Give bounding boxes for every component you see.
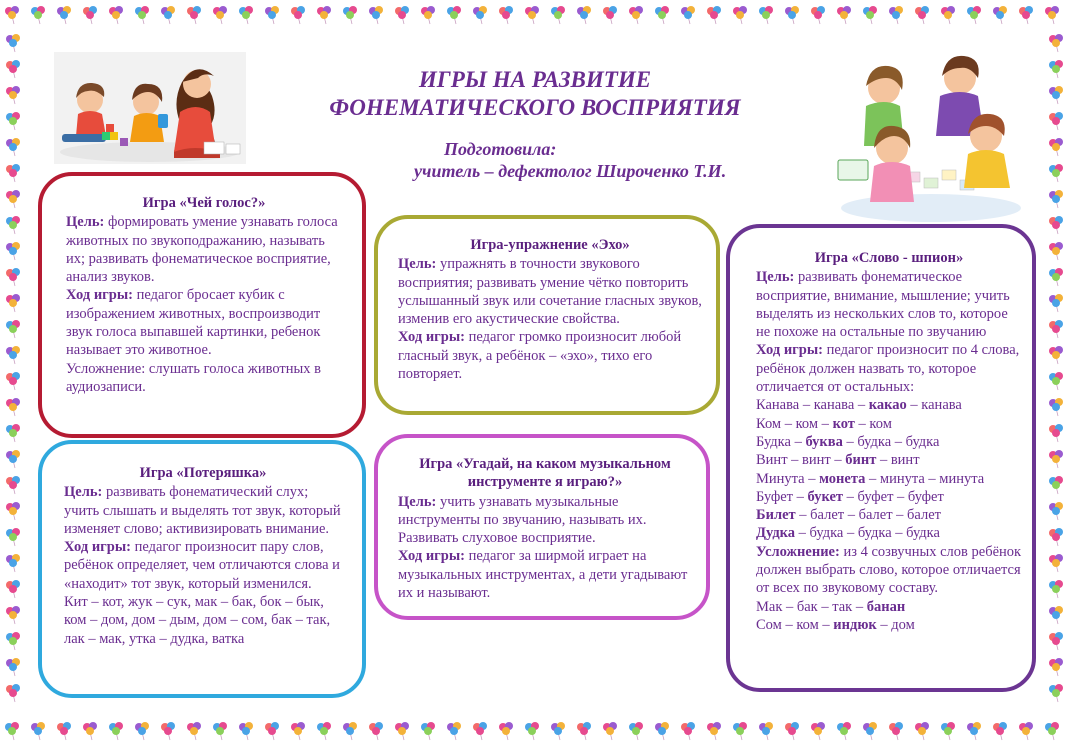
balloon-cluster-icon [369, 722, 383, 740]
balloon-cluster-icon [941, 722, 955, 740]
balloon-border-left [0, 28, 28, 718]
balloon-cluster-icon [577, 722, 591, 740]
balloon-cluster-icon [1049, 242, 1063, 260]
balloon-cluster-icon [6, 190, 20, 208]
balloon-cluster-icon [681, 6, 695, 24]
balloon-cluster-icon [603, 6, 617, 24]
game-examples: Кит – кот, жук – сук, мак – бак, бок – бык, ком – дом, дом – дым, дом – сом, бак – так, лак – мак, утка – дудка, ватка [64, 594, 331, 647]
author-line: учитель – дефектолог Широченко Т.И. [414, 161, 727, 181]
balloon-cluster-icon [1049, 450, 1063, 468]
balloon-cluster-icon [1049, 424, 1063, 442]
balloon-cluster-icon [863, 722, 877, 740]
balloon-cluster-icon [1049, 138, 1063, 156]
title-line-1: ИГРЫ НА РАЗВИТИЕ [418, 67, 652, 92]
children-playing-illustration [54, 52, 246, 164]
balloon-cluster-icon [1049, 606, 1063, 624]
game-complication: Усложнение: слушать голоса животных в аудиозаписи. [66, 360, 321, 395]
balloon-cluster-icon [1049, 190, 1063, 208]
balloon-cluster-icon [135, 6, 149, 24]
balloon-cluster-icon [655, 722, 669, 740]
balloon-cluster-icon [6, 580, 20, 598]
balloon-cluster-icon [525, 722, 539, 740]
balloon-cluster-icon [6, 112, 20, 130]
word-row: Мак – бак – так – банан [756, 598, 906, 615]
balloon-cluster-icon [265, 722, 279, 740]
balloon-cluster-icon [369, 6, 383, 24]
balloon-cluster-icon [889, 722, 903, 740]
balloon-cluster-icon [239, 6, 253, 24]
balloon-cluster-icon [915, 6, 929, 24]
balloon-cluster-icon [6, 86, 20, 104]
balloon-cluster-icon [6, 320, 20, 338]
balloon-cluster-icon [525, 6, 539, 24]
balloon-cluster-icon [6, 34, 20, 52]
balloon-cluster-icon [499, 722, 513, 740]
balloon-cluster-icon [967, 6, 981, 24]
balloon-cluster-icon [213, 6, 227, 24]
balloon-cluster-icon [837, 722, 851, 740]
balloon-cluster-icon [187, 722, 201, 740]
balloon-cluster-icon [1049, 320, 1063, 338]
balloon-cluster-icon [1049, 346, 1063, 364]
balloon-cluster-icon [6, 164, 20, 182]
children-card-game-illustration [836, 52, 1022, 224]
word-row: Ком – ком – кот – ком [756, 415, 892, 432]
game-card-spy [726, 224, 1036, 692]
word-row: Винт – винт – бинт – винт [756, 452, 920, 469]
balloon-cluster-icon [811, 6, 825, 24]
balloon-cluster-icon [1049, 86, 1063, 104]
word-row: Сом – ком – индюк – дом [756, 616, 915, 633]
balloon-cluster-icon [785, 6, 799, 24]
balloon-cluster-icon [6, 216, 20, 234]
balloon-cluster-icon [161, 722, 175, 740]
balloon-cluster-icon [291, 6, 305, 24]
word-row: Буфет – букет – буфет – буфет [756, 488, 944, 505]
balloon-cluster-icon [187, 6, 201, 24]
balloon-cluster-icon [6, 138, 20, 156]
balloon-cluster-icon [1049, 554, 1063, 572]
balloon-cluster-icon [5, 6, 19, 24]
game-title: Игра «Потеряшка» [139, 465, 267, 481]
balloon-cluster-icon [421, 6, 435, 24]
balloon-cluster-icon [1049, 372, 1063, 390]
game-card-instrument [374, 434, 710, 620]
balloon-cluster-icon [1049, 476, 1063, 494]
balloon-cluster-icon [109, 6, 123, 24]
balloon-cluster-icon [291, 722, 305, 740]
balloon-cluster-icon [83, 6, 97, 24]
balloon-cluster-icon [57, 6, 71, 24]
balloon-cluster-icon [889, 6, 903, 24]
balloon-cluster-icon [6, 476, 20, 494]
game-goal: Цель: развивать фонематический слух; учить слышать и выделять тот звук, который изменяет слово; активизировать внимание. [64, 484, 341, 537]
balloon-border-right [1042, 28, 1070, 718]
balloon-cluster-icon [447, 722, 461, 740]
balloon-cluster-icon [421, 722, 435, 740]
word-row: Будка – буква – будка – будка [756, 433, 940, 450]
balloon-cluster-icon [1049, 398, 1063, 416]
balloon-cluster-icon [6, 346, 20, 364]
balloon-cluster-icon [343, 6, 357, 24]
balloon-cluster-icon [759, 6, 773, 24]
balloon-cluster-icon [6, 294, 20, 312]
balloon-cluster-icon [811, 722, 825, 740]
balloon-cluster-icon [733, 722, 747, 740]
balloon-cluster-icon [31, 6, 45, 24]
balloon-cluster-icon [57, 722, 71, 740]
balloon-cluster-icon [6, 450, 20, 468]
game-title: Игра «Угадай, на каком музыкальном инструменте я играю?» [419, 456, 671, 491]
balloon-cluster-icon [473, 6, 487, 24]
game-complication: Усложнение: из 4 созвучных слов ребёнок должен выбрать слово, которое отличается от всех по звуковому составу. [756, 543, 1022, 597]
balloon-cluster-icon [5, 722, 19, 740]
balloon-cluster-icon [1019, 722, 1033, 740]
word-row: Билет – балет – балет – балет [756, 507, 941, 524]
balloon-cluster-icon [837, 6, 851, 24]
balloon-cluster-icon [31, 722, 45, 740]
balloon-cluster-icon [265, 6, 279, 24]
word-row: Дудка – будка – будка – будка [756, 525, 940, 542]
balloon-cluster-icon [707, 6, 721, 24]
balloon-cluster-icon [6, 268, 20, 286]
balloon-cluster-icon [1045, 6, 1059, 24]
game-card-voice [38, 172, 366, 438]
balloon-cluster-icon [6, 242, 20, 260]
balloon-cluster-icon [1045, 722, 1059, 740]
balloon-cluster-icon [1049, 294, 1063, 312]
game-title: Игра «Слово - шпион» [814, 250, 964, 266]
balloon-cluster-icon [6, 684, 20, 702]
word-row: Минута – монета – минута – минута [756, 470, 985, 487]
balloon-border-top [0, 0, 1070, 30]
balloon-cluster-icon [6, 554, 20, 572]
balloon-cluster-icon [6, 424, 20, 442]
balloon-cluster-icon [1049, 658, 1063, 676]
balloon-cluster-icon [1049, 164, 1063, 182]
balloon-cluster-icon [6, 606, 20, 624]
balloon-cluster-icon [6, 60, 20, 78]
balloon-cluster-icon [863, 6, 877, 24]
game-title: Игра «Чей голос?» [142, 195, 266, 211]
balloon-cluster-icon [655, 6, 669, 24]
balloon-cluster-icon [6, 502, 20, 520]
balloon-cluster-icon [915, 722, 929, 740]
balloon-border-bottom [0, 714, 1070, 747]
game-goal: Цель: упражнять в точности звукового восприятия; развивать умение чётко повторить услышанный звук или сочетание гласных звуков, изменив его акустические свойства. [398, 256, 702, 328]
game-procedure: Ход игры: педагог громко произносит любой гласный звук, а ребёнок – «эхо», тихо его повторяет. [398, 329, 682, 383]
balloon-cluster-icon [993, 6, 1007, 24]
balloon-cluster-icon [213, 722, 227, 740]
game-procedure: Ход игры: педагог произносит пару слов, ребёнок определяет, чем отличаются слова и «находит» тот звук, который изменился. [64, 539, 340, 592]
balloon-cluster-icon [707, 722, 721, 740]
balloon-cluster-icon [83, 722, 97, 740]
balloon-cluster-icon [395, 6, 409, 24]
balloon-cluster-icon [551, 6, 565, 24]
balloon-cluster-icon [343, 722, 357, 740]
game-title: Игра-упражнение «Эхо» [470, 237, 630, 253]
game-procedure: Ход игры: педагог за ширмой играет на музыкальных инструментах, а дети угадывают их и называют. [398, 548, 688, 602]
balloon-cluster-icon [395, 722, 409, 740]
balloon-cluster-icon [785, 722, 799, 740]
balloon-cluster-icon [6, 632, 20, 650]
balloon-cluster-icon [941, 6, 955, 24]
balloon-cluster-icon [1049, 268, 1063, 286]
game-procedure: Ход игры: педагог бросает кубик с изображением животных, воспроизводит звук голоса выпавшей картинки, ребенок называет это животное. [66, 287, 321, 359]
balloon-cluster-icon [681, 722, 695, 740]
balloon-cluster-icon [1049, 502, 1063, 520]
prepared-label: Подготовила: [444, 139, 557, 159]
game-goal: Цель: учить узнавать музыкальные инструменты по звучанию, называть их. Развивать слуховое восприятие. [398, 493, 647, 547]
balloon-cluster-icon [239, 722, 253, 740]
balloon-cluster-icon [161, 6, 175, 24]
balloon-cluster-icon [629, 722, 643, 740]
balloon-cluster-icon [6, 528, 20, 546]
balloon-cluster-icon [1049, 580, 1063, 598]
balloon-cluster-icon [629, 6, 643, 24]
balloon-cluster-icon [1049, 216, 1063, 234]
game-goal: Цель: развивать фонематическое восприятие, внимание, мышление; учить выделять из нескольких слов то, которое не похоже на остальные по звучанию [756, 269, 1010, 341]
balloon-cluster-icon [551, 722, 565, 740]
game-card-lost [38, 440, 366, 698]
balloon-cluster-icon [1049, 60, 1063, 78]
balloon-cluster-icon [6, 658, 20, 676]
title-line-2: ФОНЕМАТИЧЕСКОГО ВОСПРИЯТИЯ [329, 95, 741, 120]
balloon-cluster-icon [759, 722, 773, 740]
word-row: Канава – канава – какао – канава [756, 397, 962, 414]
balloon-cluster-icon [993, 722, 1007, 740]
game-goal: Цель: формировать умение узнавать голоса животных по звукоподражанию, называть их; развивать фонематическое восприятие, анализ звуков. [66, 214, 338, 286]
balloon-cluster-icon [1049, 528, 1063, 546]
balloon-cluster-icon [6, 372, 20, 390]
balloon-cluster-icon [499, 6, 513, 24]
balloon-cluster-icon [967, 722, 981, 740]
balloon-cluster-icon [577, 6, 591, 24]
page-title [250, 66, 820, 122]
balloon-cluster-icon [1019, 6, 1033, 24]
balloon-cluster-icon [603, 722, 617, 740]
balloon-cluster-icon [1049, 632, 1063, 650]
balloon-cluster-icon [317, 6, 331, 24]
balloon-cluster-icon [135, 722, 149, 740]
balloon-cluster-icon [109, 722, 123, 740]
balloon-cluster-icon [1049, 684, 1063, 702]
balloon-cluster-icon [1049, 112, 1063, 130]
balloon-cluster-icon [1049, 34, 1063, 52]
balloon-cluster-icon [447, 6, 461, 24]
balloon-cluster-icon [317, 722, 331, 740]
balloon-cluster-icon [733, 6, 747, 24]
balloon-cluster-icon [473, 722, 487, 740]
game-card-echo [374, 215, 720, 415]
balloon-cluster-icon [6, 398, 20, 416]
game-procedure: Ход игры: педагог произносит по 4 слова, ребёнок должен назвать то, которое отличается от остальных: [756, 342, 1020, 396]
